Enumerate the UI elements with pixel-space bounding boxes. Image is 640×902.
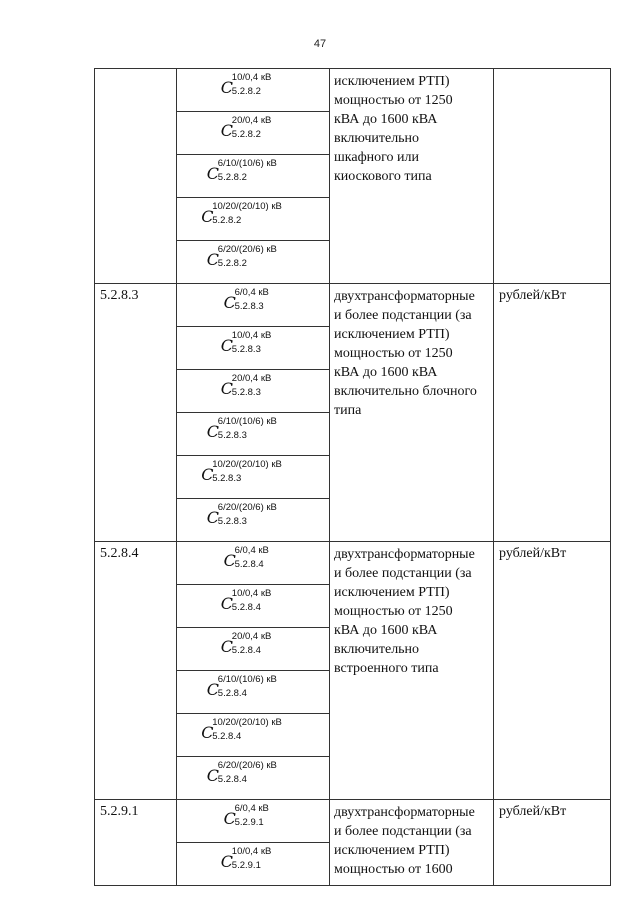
tariff-symbol	[221, 113, 285, 149]
tariff-symbol-cell	[177, 413, 330, 456]
symbol-subscript: 5.2.8.2	[231, 86, 261, 97]
symbol-superscript: 20/0,4 кВ	[231, 115, 272, 126]
symbol-superscript: 10/0,4 кВ	[231, 72, 272, 83]
symbol-superscript: 20/0,4 кВ	[231, 373, 272, 384]
symbol-superscript: 6/10/(10/6) кВ	[217, 674, 277, 685]
tariff-symbol	[224, 543, 283, 579]
symbol-letter: C	[223, 551, 236, 570]
symbol-superscript: 6/20/(20/6) кВ	[217, 760, 277, 771]
symbol-letter: C	[220, 852, 234, 871]
symbol-subscript: 5.2.9.1	[231, 860, 261, 871]
tariff-symbol	[201, 715, 305, 751]
tariff-symbol	[224, 801, 283, 837]
tariff-symbol	[221, 70, 285, 106]
tariff-symbol-cell	[177, 112, 330, 155]
tariff-symbol-cell	[177, 800, 330, 843]
tariff-symbol-cell	[177, 843, 330, 886]
symbol-subscript: 5.2.8.3	[217, 516, 247, 527]
symbol-subscript: 5.2.8.2	[231, 129, 261, 140]
table-row	[95, 542, 611, 585]
symbol-subscript: 5.2.8.2	[212, 215, 242, 226]
tariff-symbol-cell	[177, 241, 330, 284]
tariff-symbol	[207, 672, 299, 708]
symbol-subscript: 5.2.8.2	[217, 172, 247, 183]
tariff-symbol-cell	[177, 757, 330, 800]
symbol-superscript: 6/20/(20/6) кВ	[217, 244, 277, 255]
symbol-subscript: 5.2.8.3	[231, 387, 261, 398]
symbol-letter: C	[201, 207, 214, 226]
symbol-letter: C	[220, 336, 234, 355]
symbol-subscript: 5.2.8.2	[217, 258, 247, 269]
symbol-subscript: 5.2.8.3	[212, 473, 242, 484]
symbol-letter: C	[206, 508, 220, 527]
symbol-superscript: 6/0,4 кВ	[234, 545, 269, 556]
symbol-subscript: 5.2.8.4	[234, 559, 264, 570]
item-code: 5.2.8.4	[95, 542, 177, 800]
tariff-symbol-cell	[177, 628, 330, 671]
item-unit	[494, 69, 611, 284]
tariff-symbol-cell	[177, 671, 330, 714]
symbol-subscript: 5.2.8.3	[217, 430, 247, 441]
tariff-symbol	[207, 414, 299, 450]
table-row	[95, 800, 611, 843]
tariff-symbol	[221, 629, 285, 665]
symbol-letter: C	[206, 164, 220, 183]
symbol-subscript: 5.2.8.3	[231, 344, 261, 355]
symbol-letter: C	[220, 121, 234, 140]
tariff-symbol-cell	[177, 198, 330, 241]
tariff-symbol	[201, 199, 305, 235]
symbol-superscript: 6/0,4 кВ	[234, 803, 269, 814]
symbol-letter: C	[220, 594, 234, 613]
tariff-table	[94, 68, 611, 886]
symbol-subscript: 5.2.8.4	[212, 731, 242, 742]
page-number: 47	[313, 38, 327, 50]
symbol-subscript: 5.2.8.3	[234, 301, 264, 312]
item-code: 5.2.9.1	[95, 800, 177, 886]
symbol-superscript: 6/0,4 кВ	[234, 287, 269, 298]
table-row	[95, 69, 611, 112]
item-description: двухтрансформаторные и более подстанции (за исключением РТП) мощностью от 1250 кВА до 1600 кВА включительно блочного типа	[330, 284, 494, 542]
symbol-letter: C	[206, 250, 220, 269]
symbol-letter: C	[223, 293, 236, 312]
tariff-symbol-cell	[177, 542, 330, 585]
tariff-symbol	[201, 457, 305, 493]
symbol-letter: C	[220, 78, 234, 97]
symbol-letter: C	[206, 422, 220, 441]
tariff-symbol	[207, 242, 299, 278]
tariff-symbol-cell	[177, 585, 330, 628]
symbol-subscript: 5.2.9.1	[234, 817, 264, 828]
symbol-subscript: 5.2.8.4	[231, 645, 261, 656]
symbol-superscript: 6/20/(20/6) кВ	[217, 502, 277, 513]
tariff-symbol	[221, 371, 285, 407]
symbol-superscript: 20/0,4 кВ	[231, 631, 272, 642]
tariff-symbol-cell	[177, 456, 330, 499]
symbol-subscript: 5.2.8.4	[217, 774, 247, 785]
tariff-symbol	[221, 586, 285, 622]
tariff-symbol	[221, 844, 285, 880]
item-description: двухтрансформаторные и более подстанции (за исключением РТП) мощностью от 1600	[330, 800, 494, 886]
item-unit: рублей/кВт	[494, 284, 611, 542]
symbol-letter: C	[220, 637, 234, 656]
table-row	[95, 284, 611, 327]
symbol-superscript: 6/10/(10/6) кВ	[217, 158, 277, 169]
symbol-subscript: 5.2.8.4	[217, 688, 247, 699]
symbol-letter: C	[206, 766, 220, 785]
symbol-superscript: 10/20/(20/10) кВ	[212, 201, 282, 212]
tariff-symbol-cell	[177, 714, 330, 757]
symbol-superscript: 10/20/(20/10) кВ	[212, 717, 282, 728]
symbol-letter: C	[201, 723, 214, 742]
symbol-letter: C	[206, 680, 220, 699]
symbol-superscript: 10/20/(20/10) кВ	[212, 459, 282, 470]
tariff-symbol	[207, 758, 299, 794]
symbol-letter: C	[223, 809, 236, 828]
tariff-symbol-cell	[177, 69, 330, 112]
item-description: исключением РТП) мощностью от 1250 кВА до 1600 кВА включительно шкафного или киоскового типа	[330, 69, 494, 284]
tariff-symbol-cell	[177, 327, 330, 370]
symbol-subscript: 5.2.8.4	[231, 602, 261, 613]
symbol-superscript: 10/0,4 кВ	[231, 846, 272, 857]
symbol-superscript: 10/0,4 кВ	[231, 330, 272, 341]
tariff-symbol	[221, 328, 285, 364]
item-code	[95, 69, 177, 284]
symbol-letter: C	[201, 465, 214, 484]
item-description: двухтрансформаторные и более подстанции (за исключением РТП) мощностью от 1250 кВА до 1600 кВА включительно встроенного типа	[330, 542, 494, 800]
symbol-superscript: 10/0,4 кВ	[231, 588, 272, 599]
tariff-symbol-cell	[177, 284, 330, 327]
tariff-symbol-cell	[177, 370, 330, 413]
item-unit: рублей/кВт	[494, 542, 611, 800]
tariff-table-body	[95, 69, 611, 886]
tariff-symbol	[207, 156, 299, 192]
item-unit: рублей/кВт	[494, 800, 611, 886]
tariff-symbol	[224, 285, 283, 321]
tariff-symbol	[207, 500, 299, 536]
symbol-letter: C	[220, 379, 234, 398]
item-code: 5.2.8.3	[95, 284, 177, 542]
tariff-symbol-cell	[177, 499, 330, 542]
symbol-superscript: 6/10/(10/6) кВ	[217, 416, 277, 427]
tariff-symbol-cell	[177, 155, 330, 198]
